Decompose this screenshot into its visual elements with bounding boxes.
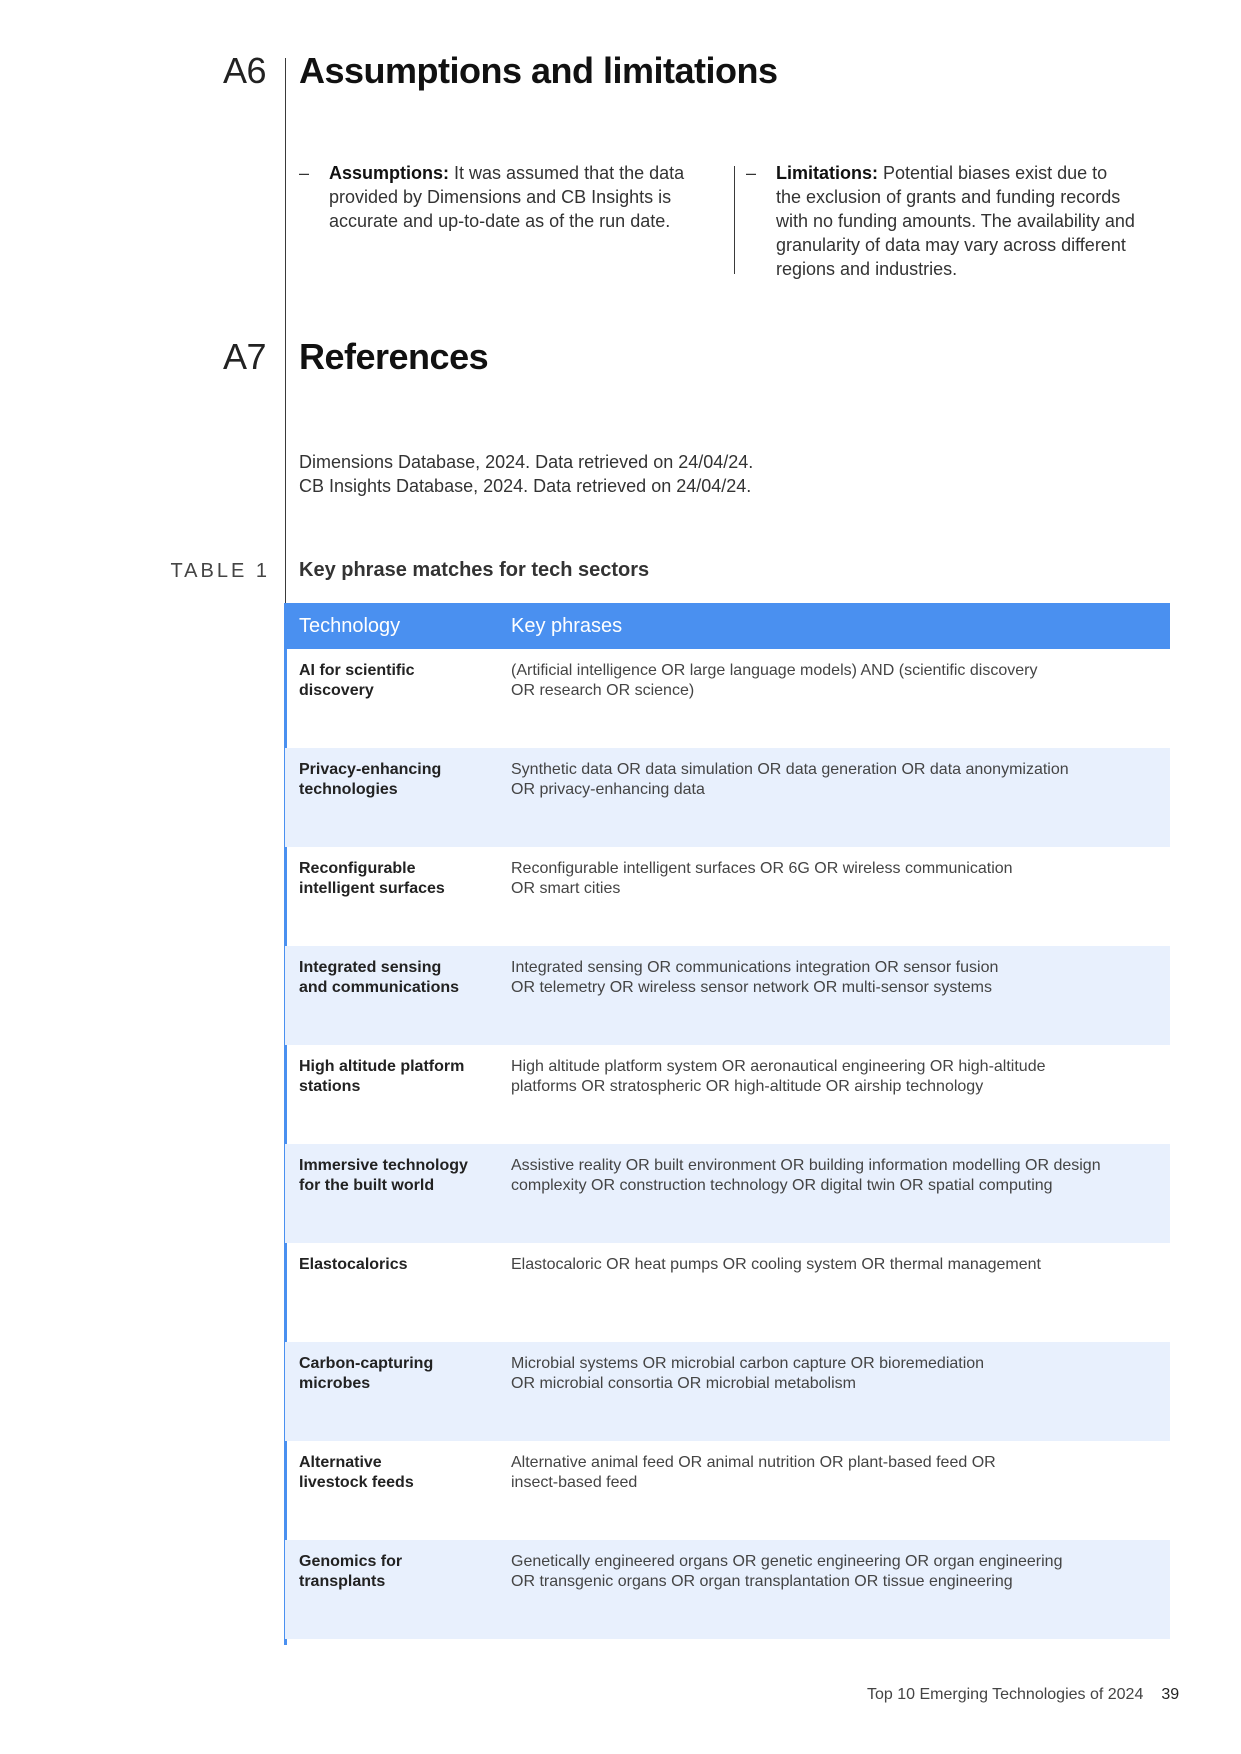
key-phrases-text: Reconfigurable intelligent surfaces OR 6G OR wireless communication bbox=[511, 860, 1013, 877]
section-title-a7: References bbox=[299, 336, 489, 377]
technology-name: Integrated sensing bbox=[299, 959, 442, 976]
key-phrases-text: Elastocaloric OR heat pumps OR cooling system OR thermal management bbox=[511, 1256, 1041, 1273]
technology-name: and communications bbox=[299, 979, 460, 996]
table-title: Key phrase matches for tech sectors bbox=[299, 559, 650, 581]
table-row bbox=[285, 1342, 1170, 1441]
technology-cell bbox=[285, 748, 511, 847]
technology-cell bbox=[285, 1441, 511, 1540]
key-phrases-text: Microbial systems OR microbial carbon capture OR bioremediation bbox=[511, 1355, 985, 1372]
section-number-a6: A6 bbox=[222, 50, 266, 91]
section-number-a7: A7 bbox=[222, 336, 266, 377]
technology-cell bbox=[285, 1342, 511, 1441]
technology-cell bbox=[285, 946, 511, 1045]
header-key-phrases: Key phrases bbox=[511, 603, 1170, 649]
limitations-text: Potential biases exist due to bbox=[878, 163, 1108, 183]
footer-title: Top 10 Emerging Technologies of 2024 bbox=[867, 1686, 1144, 1703]
key-phrases-cell bbox=[511, 649, 1170, 748]
table-row bbox=[285, 946, 1170, 1045]
key-phrases-text: Assistive reality OR built environment OR building information modelling OR design bbox=[511, 1157, 1101, 1174]
technology-name: technologies bbox=[299, 781, 398, 798]
technology-cell bbox=[285, 1540, 511, 1639]
table-label: TABLE 1 bbox=[170, 560, 270, 582]
key-phrases-text: Genetically engineered organs OR genetic engineering OR organ engineering bbox=[511, 1553, 1063, 1570]
technology-cell bbox=[285, 649, 511, 748]
limitations-label: Limitations: bbox=[776, 163, 878, 183]
key-phrases-cell bbox=[511, 1144, 1170, 1243]
assumptions-label: Assumptions: bbox=[329, 163, 450, 183]
key-phrases-text: platforms OR stratospheric OR high-altitude OR airship technology bbox=[511, 1078, 984, 1095]
assumptions-text: It was assumed that the data bbox=[449, 163, 685, 183]
technology-name: Genomics for bbox=[299, 1553, 403, 1570]
references-list bbox=[299, 450, 753, 498]
technology-name: transplants bbox=[299, 1573, 386, 1590]
reference-item: CB Insights Database, 2024. Data retrieved on 24/04/24. bbox=[299, 476, 752, 496]
limitations-bullet bbox=[746, 161, 1166, 291]
limitations-text: regions and industries. bbox=[776, 259, 958, 279]
technology-name: Carbon-capturing bbox=[299, 1355, 434, 1372]
assumptions-text: accurate and up-to-date as of the run date. bbox=[329, 211, 671, 231]
reference-item: Dimensions Database, 2024. Data retrieved on 24/04/24. bbox=[299, 452, 754, 472]
table-row bbox=[285, 1540, 1170, 1639]
key-phrases-text: OR smart cities bbox=[511, 880, 621, 897]
technology-name: Alternative bbox=[299, 1454, 382, 1471]
table-header-row bbox=[285, 603, 1170, 649]
table-row bbox=[285, 847, 1170, 946]
technology-cell bbox=[285, 847, 511, 946]
table-row bbox=[285, 1045, 1170, 1144]
technology-cell bbox=[285, 1045, 511, 1144]
key-phrases-text: OR microbial consortia OR microbial metabolism bbox=[511, 1375, 856, 1392]
key-phrases-text: Synthetic data OR data simulation OR data generation OR data anonymization bbox=[511, 761, 1069, 778]
table-row bbox=[285, 1441, 1170, 1540]
key-phrases-cell bbox=[511, 1243, 1170, 1342]
key-phrases-cell bbox=[511, 1342, 1170, 1441]
key-phrases-text: insect-based feed bbox=[511, 1474, 638, 1491]
key-phrases-text: High altitude platform system OR aeronautical engineering OR high-altitude bbox=[511, 1058, 1046, 1075]
technology-name: AI for scientific bbox=[299, 662, 415, 679]
key-phrases-cell bbox=[511, 847, 1170, 946]
technology-name: discovery bbox=[299, 682, 374, 699]
key-phrases-cell bbox=[511, 1540, 1170, 1639]
key-phrases-cell bbox=[511, 1441, 1170, 1540]
key-phrases-text: complexity OR construction technology OR digital twin OR spatial computing bbox=[511, 1177, 1053, 1194]
key-phrases-text: Integrated sensing OR communications integration OR sensor fusion bbox=[511, 959, 999, 976]
header-technology: Technology bbox=[285, 603, 511, 649]
limitations-text: with no funding amounts. The availability and bbox=[776, 211, 1135, 231]
key-phrases-text: OR transgenic organs OR organ transplantation OR tissue engineering bbox=[511, 1573, 1013, 1590]
key-phrase-table bbox=[285, 603, 1170, 1639]
technology-name: High altitude platform bbox=[299, 1058, 465, 1075]
technology-name: microbes bbox=[299, 1375, 371, 1392]
assumptions-bullet bbox=[299, 161, 719, 241]
key-phrases-cell bbox=[511, 748, 1170, 847]
section-title-a6: Assumptions and limitations bbox=[299, 50, 778, 91]
table-row bbox=[285, 649, 1170, 748]
table-row bbox=[285, 748, 1170, 847]
technology-name: stations bbox=[299, 1078, 361, 1095]
technology-name: livestock feeds bbox=[299, 1474, 414, 1491]
technology-name: intelligent surfaces bbox=[299, 880, 445, 897]
bullet-dash: – bbox=[299, 163, 310, 183]
table-row bbox=[285, 1144, 1170, 1243]
technology-name: Reconfigurable bbox=[299, 860, 416, 877]
key-phrases-text: (Artificial intelligence OR large language models) AND (scientific discovery bbox=[511, 662, 1038, 679]
key-phrases-text: Alternative animal feed OR animal nutrition OR plant-based feed OR bbox=[511, 1454, 996, 1471]
key-phrases-text: OR telemetry OR wireless sensor network OR multi-sensor systems bbox=[511, 979, 992, 996]
key-phrases-text: OR privacy-enhancing data bbox=[511, 781, 705, 798]
technology-name: for the built world bbox=[299, 1177, 435, 1194]
technology-name: Privacy-enhancing bbox=[299, 761, 442, 778]
section-rule bbox=[285, 58, 286, 603]
key-phrases-text: OR research OR science) bbox=[511, 682, 695, 699]
table-row bbox=[285, 1243, 1170, 1342]
limitations-text: the exclusion of grants and funding records bbox=[776, 187, 1121, 207]
key-phrases-cell bbox=[511, 1045, 1170, 1144]
bullet-dash: – bbox=[746, 163, 757, 183]
assumptions-text: provided by Dimensions and CB Insights is bbox=[329, 187, 672, 207]
page-footer bbox=[867, 1686, 1179, 1704]
key-phrases-cell bbox=[511, 946, 1170, 1045]
limitations-text: granularity of data may vary across different bbox=[776, 235, 1126, 255]
column-divider bbox=[734, 166, 735, 274]
technology-name: Elastocalorics bbox=[299, 1256, 408, 1273]
technology-name: Immersive technology bbox=[299, 1157, 468, 1174]
technology-cell bbox=[285, 1144, 511, 1243]
page-number: 39 bbox=[1161, 1686, 1180, 1703]
technology-cell bbox=[285, 1243, 511, 1342]
